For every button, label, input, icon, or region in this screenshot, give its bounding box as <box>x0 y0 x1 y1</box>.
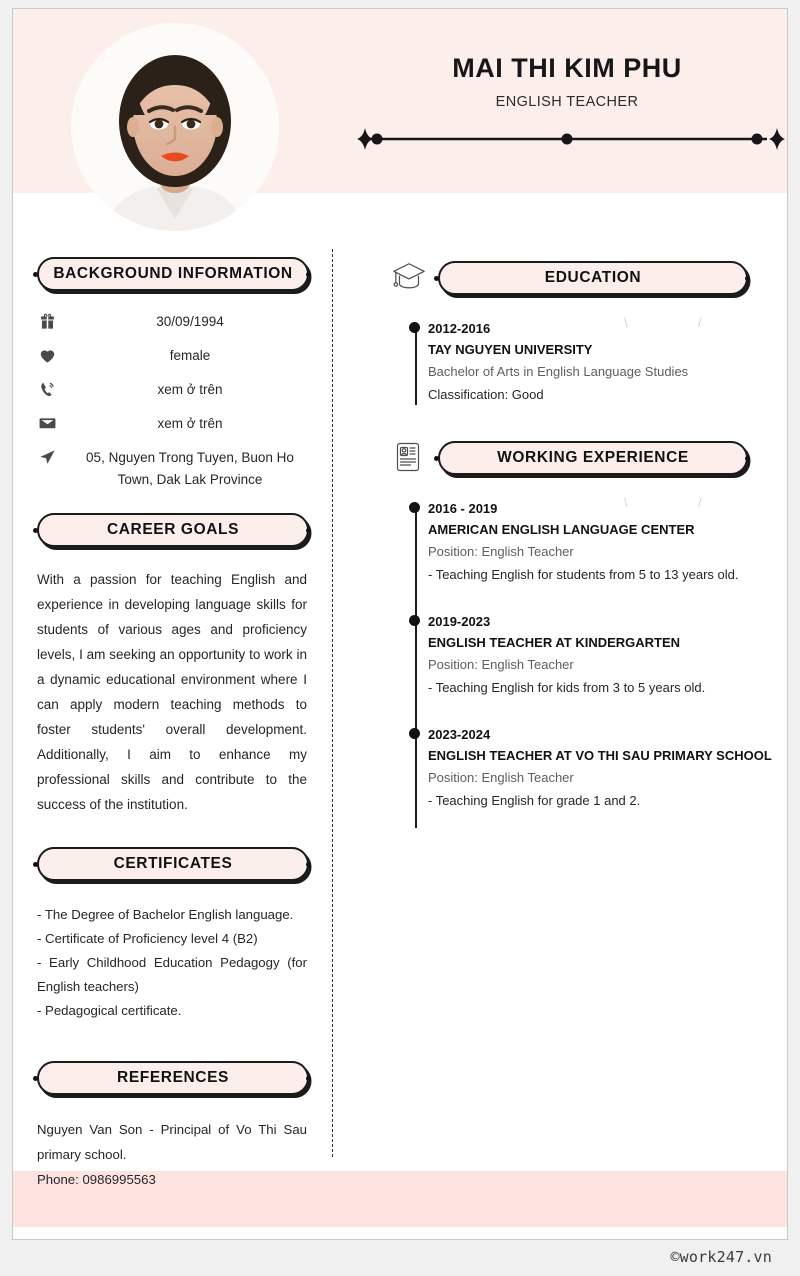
timeline-dot <box>409 322 420 333</box>
pill-dot-right <box>306 272 311 277</box>
contact-list <box>25 311 321 491</box>
section-header-experience <box>376 437 776 481</box>
candidate-role: ENGLISH TEACHER <box>495 94 639 110</box>
graduation-cap-icon <box>390 259 428 297</box>
list-item: - Early Childhood Education Pedagogy (for English teachers) <box>37 955 307 994</box>
section-title-career: CAREER GOALS <box>106 521 240 538</box>
education-org: TAY NGUYEN UNIVERSITY <box>428 342 593 357</box>
contact-row-birthdate <box>25 311 321 341</box>
decorative-tick: / <box>698 495 702 510</box>
contact-row-email <box>25 413 321 443</box>
decorative-tick: \ <box>624 495 628 510</box>
pill-dot-right <box>306 862 311 867</box>
avatar <box>71 23 279 231</box>
pill-experience <box>438 441 748 475</box>
pill-dot-right <box>745 276 750 281</box>
section-title-education: EDUCATION <box>544 269 642 286</box>
header-divider-ornament <box>343 127 788 151</box>
career-goals-text: With a passion for teaching English and experience in developing language skills for students of various ages and proficiency levels, I am seeking an opportunity to work in a dynamic educational environment where I can apply modern teaching methods to foster students' overall development. Additionally, I aim to enhance my professional skills and contribute to the success of the institution. <box>37 572 307 812</box>
decorative-tick: \ <box>624 315 628 330</box>
reference-name: Nguyen Van Son - Principal of Vo Thi Sau primary school. <box>37 1122 307 1162</box>
pill-dot-left <box>434 276 439 281</box>
header-text <box>343 51 788 110</box>
pill-background <box>37 257 309 291</box>
contact-row-address <box>25 447 321 491</box>
experience-date: 2016 - 2019 <box>428 501 498 516</box>
contact-value-gender: female <box>169 348 211 363</box>
section-header-career <box>25 513 321 551</box>
pill-dot-right <box>306 528 311 533</box>
contact-value-phone: xem ở trên <box>157 382 223 397</box>
experience-item <box>428 612 776 699</box>
experience-date: 2019-2023 <box>428 614 491 629</box>
spacer <box>25 495 321 513</box>
right-column <box>376 257 776 812</box>
spacer <box>376 415 776 437</box>
pill-dot-left <box>33 528 38 533</box>
timeline-line <box>415 505 417 828</box>
certificates-list <box>25 891 321 1023</box>
education-item <box>428 319 776 406</box>
spacer <box>25 817 321 847</box>
timeline-dot <box>409 728 420 739</box>
pill-certificates <box>37 847 309 881</box>
education-timeline <box>376 315 776 415</box>
ornament-line <box>343 127 788 151</box>
contact-value-address: 05, Nguyen Trong Tuyen, Buon Ho Town, Dak Lak Province <box>86 450 294 487</box>
contact-value-email: xem ở trên <box>157 416 223 431</box>
candidate-name: MAI THI KIM PHU <box>452 53 682 83</box>
section-header-education <box>376 257 776 301</box>
list-item: - Pedagogical certificate. <box>37 1003 182 1018</box>
experience-org: AMERICAN ENGLISH LANGUAGE CENTER <box>428 522 695 537</box>
gift-icon <box>25 311 69 331</box>
timeline-dot <box>409 615 420 626</box>
pill-dot-left <box>33 272 38 277</box>
decorative-tick: / <box>698 315 702 330</box>
timeline-dot <box>409 502 420 513</box>
experience-desc: - Teaching English for students from 5 to 13 years old. <box>428 567 739 582</box>
pill-dot-left <box>33 1076 38 1081</box>
experience-desc: - Teaching English for kids from 3 to 5 years old. <box>428 680 706 695</box>
pill-dot-left <box>33 862 38 867</box>
education-date: 2012-2016 <box>428 321 491 336</box>
pill-references <box>37 1061 309 1095</box>
section-header-certificates <box>25 847 321 885</box>
contact-value-birthdate: 30/09/1994 <box>156 314 224 329</box>
id-card-icon <box>390 439 428 477</box>
section-title-experience: WORKING EXPERIENCE <box>497 449 689 466</box>
spacer <box>25 1023 321 1061</box>
envelope-icon <box>25 413 69 433</box>
left-column <box>25 257 321 1192</box>
pill-dot-left <box>434 456 439 461</box>
list-item: - The Degree of Bachelor English language. <box>37 907 294 922</box>
list-item: - Certificate of Proficiency level 4 (B2) <box>37 931 258 946</box>
location-icon <box>25 447 69 467</box>
experience-date: 2023-2024 <box>428 727 491 742</box>
section-header-references <box>25 1061 321 1099</box>
pill-education <box>438 261 748 295</box>
experience-desc: - Teaching English for grade 1 and 2. <box>428 793 641 808</box>
contact-row-gender <box>25 345 321 375</box>
portrait-illustration <box>71 23 279 231</box>
pill-career <box>37 513 309 547</box>
resume-sheet <box>12 8 788 1240</box>
references-block <box>25 1105 321 1192</box>
watermark: ©work247.vn <box>670 1248 772 1266</box>
column-divider <box>332 249 333 1157</box>
section-title-certificates: CERTIFICATES <box>113 855 233 872</box>
pill-dot-right <box>306 1076 311 1081</box>
section-title-background: BACKGROUND INFORMATION <box>53 265 293 282</box>
heart-icon <box>25 345 69 365</box>
section-header-background <box>25 257 321 295</box>
experience-item <box>428 725 776 812</box>
section-title-references: REFERENCES <box>117 1069 229 1086</box>
timeline-line <box>415 325 417 405</box>
experience-org: ENGLISH TEACHER AT KINDERGARTEN <box>428 635 681 650</box>
pill-dot-right <box>745 456 750 461</box>
education-degree: Bachelor of Arts in English Language Studies <box>428 364 689 379</box>
experience-timeline <box>376 495 776 812</box>
experience-position: Position: English Teacher <box>428 544 574 559</box>
experience-org: ENGLISH TEACHER AT VO THI SAU PRIMARY SCHOOL <box>428 748 772 763</box>
reference-phone: Phone: 0986995563 <box>37 1172 156 1187</box>
phone-icon <box>25 379 69 399</box>
contact-row-phone <box>25 379 321 409</box>
education-classification: Classification: Good <box>428 387 544 402</box>
experience-item <box>428 499 776 586</box>
experience-position: Position: English Teacher <box>428 770 574 785</box>
experience-position: Position: English Teacher <box>428 657 574 672</box>
